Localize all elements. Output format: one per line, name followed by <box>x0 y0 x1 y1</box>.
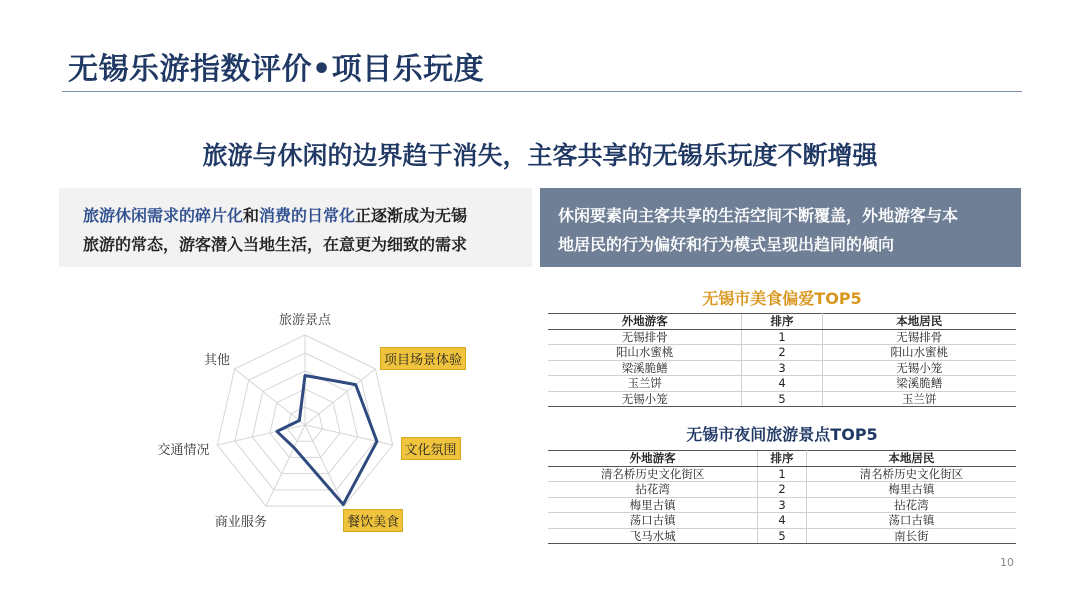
col-header-visitors: 外地游客 <box>548 314 742 330</box>
right-callout-line1: 休闲要素向主客共享的生活空间不断覆盖，外地游客与本 <box>558 206 959 225</box>
cell-rank: 4 <box>758 513 806 529</box>
food-preference-table <box>548 313 1016 407</box>
cell-local: 梁溪脆鳝 <box>822 376 1016 392</box>
cell-local: 荡口古镇 <box>806 513 1016 529</box>
cell-rank: 1 <box>758 466 806 482</box>
left-callout-box <box>59 188 532 267</box>
cell-visitor: 飞马水城 <box>548 528 758 544</box>
table1-title: 无锡市美食偏爱TOP5 <box>702 289 862 308</box>
page-title: 无锡乐游指数评价•项目乐玩度 <box>68 52 485 87</box>
table-row <box>548 360 1016 376</box>
cell-visitor: 无锡小笼 <box>548 391 742 407</box>
col-header-rank: 排序 <box>758 451 806 467</box>
col-header-rank: 排序 <box>742 314 822 330</box>
cell-local: 阳山水蜜桃 <box>822 345 1016 361</box>
cell-rank: 4 <box>742 376 822 392</box>
table-row <box>548 345 1016 361</box>
cell-visitor: 梅里古镇 <box>548 497 758 513</box>
radar-axis-label: 文化氛围 <box>401 437 461 460</box>
left-callout-line1 <box>83 201 532 230</box>
radar-axis-label: 交通情况 <box>157 443 210 459</box>
table-header-row <box>548 451 1016 467</box>
table-row <box>548 497 1016 513</box>
table-row <box>548 528 1016 544</box>
col-header-visitors: 外地游客 <box>548 451 758 467</box>
cell-visitor: 无锡排骨 <box>548 329 742 345</box>
cell-local: 无锡小笼 <box>822 360 1016 376</box>
cell-visitor: 梁溪脆鳝 <box>548 360 742 376</box>
cell-visitor: 玉兰饼 <box>548 376 742 392</box>
table-row <box>548 482 1016 498</box>
table-row <box>548 513 1016 529</box>
col-header-locals: 本地居民 <box>806 451 1016 467</box>
cell-rank: 3 <box>742 360 822 376</box>
night-tourism-table <box>548 450 1016 544</box>
table-row <box>548 466 1016 482</box>
connector-and: 和 <box>243 206 260 225</box>
radar-chart <box>120 290 490 570</box>
page-subtitle: 旅游与休闲的边界趋于消失，主客共享的无锡乐玩度不断增强 <box>202 141 878 170</box>
cell-visitor: 清名桥历史文化街区 <box>548 466 758 482</box>
radar-axis-label: 商业服务 <box>214 515 267 531</box>
table-header-row <box>548 314 1016 330</box>
cell-rank: 2 <box>742 345 822 361</box>
left-callout-line2: 旅游的常态，游客潜入当地生活，在意更为细致的需求 <box>83 235 468 254</box>
cell-visitor: 阳山水蜜桃 <box>548 345 742 361</box>
radar-axis-label: 旅游景点 <box>279 313 332 329</box>
radar-axis-label: 项目场景体验 <box>380 347 466 370</box>
cell-rank: 2 <box>758 482 806 498</box>
cell-local: 玉兰饼 <box>822 391 1016 407</box>
radar-spoke <box>266 425 305 506</box>
col-header-locals: 本地居民 <box>822 314 1016 330</box>
highlight-fragmentation: 旅游休闲需求的碎片化 <box>83 206 244 225</box>
cell-local: 梅里古镇 <box>806 482 1016 498</box>
radar-axis-label: 其他 <box>203 353 230 369</box>
cell-visitor: 拈花湾 <box>548 482 758 498</box>
cell-rank: 5 <box>758 528 806 544</box>
cell-local: 无锡排骨 <box>822 329 1016 345</box>
title-divider <box>62 91 1022 92</box>
left-callout-line1-rest: 正逐渐成为无锡 <box>355 206 468 225</box>
table-row <box>548 376 1016 392</box>
cell-local: 南长街 <box>806 528 1016 544</box>
right-callout-box <box>540 188 1021 267</box>
cell-rank: 1 <box>742 329 822 345</box>
cell-visitor: 荡口古镇 <box>548 513 758 529</box>
cell-rank: 3 <box>758 497 806 513</box>
table2-title: 无锡市夜间旅游景点TOP5 <box>686 425 878 444</box>
highlight-daily-consumption: 消费的日常化 <box>259 206 356 225</box>
radar-svg <box>120 290 490 570</box>
cell-local: 拈花湾 <box>806 497 1016 513</box>
table-row <box>548 329 1016 345</box>
table-row <box>548 391 1016 407</box>
radar-axis-label: 餐饮美食 <box>343 509 403 532</box>
right-callout-line2: 地居民的行为偏好和行为模式呈现出趋同的倾向 <box>558 235 895 254</box>
cell-local: 清名桥历史文化街区 <box>806 466 1016 482</box>
cell-rank: 5 <box>742 391 822 407</box>
page-number: 10 <box>1000 556 1014 569</box>
